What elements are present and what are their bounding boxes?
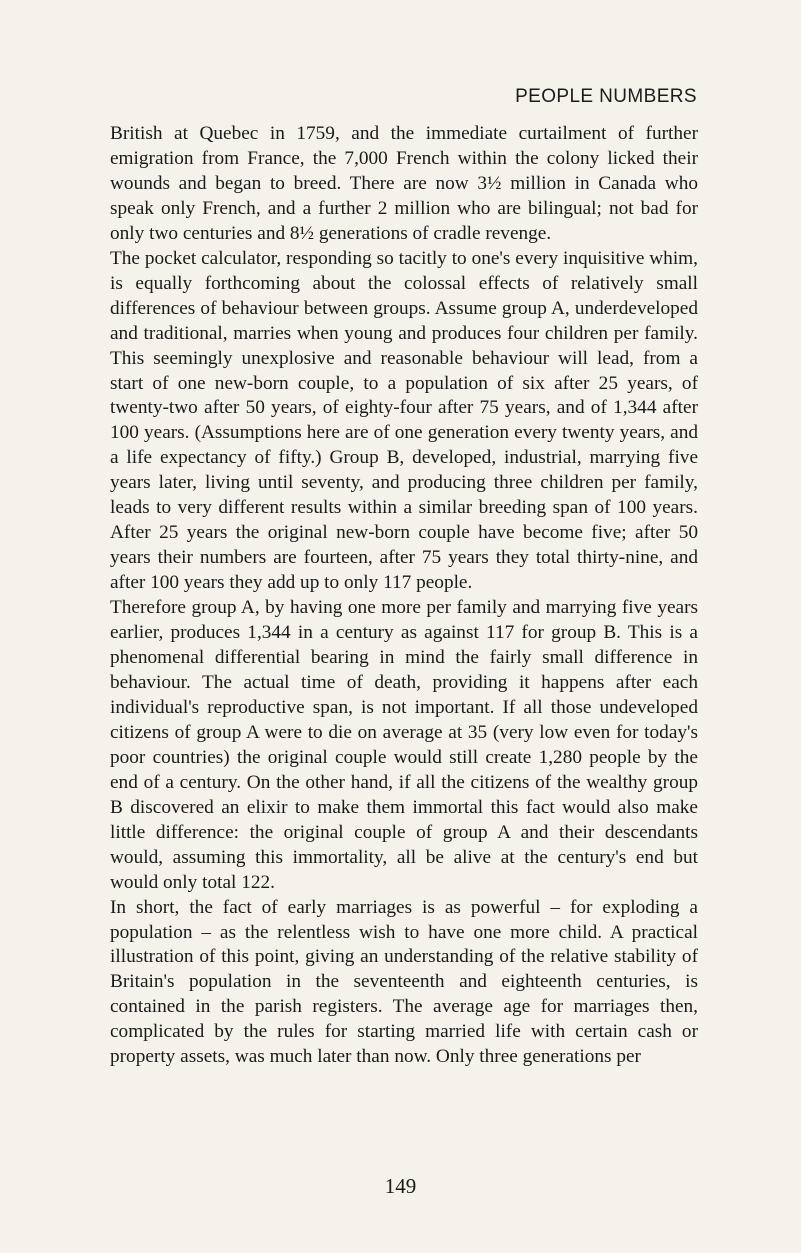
running-head: PEOPLE NUMBERS: [515, 86, 697, 107]
paragraph-1: British at Quebec in 1759, and the immediate curtailment of further emigration from France, the 7,000 French within the colony licked their wounds and began to breed. There are now 3½ million in Canada who speak only French, and a further 2 million who are bilingual; not bad for only two centuries and 8½ generations of cradle revenge.: [110, 123, 698, 244]
paragraph-3: Therefore group A, by having one more per family and marrying five years earlier, produces 1,344 in a century as against 117 for group B. This is a phenomenal differential bearing in mind the fairly small difference in behaviour. The actual time of death, providing it happens after each individual's reproductive span, is not important. If all those undeveloped citizens of group A were to die on average at 35 (very low even for today's poor countries) the original couple would still create 1,280 people by the end of a century. On the other hand, if all the citizens of the wealthy group B discovered an elixir to make them immortal this fact would also make little difference: the original couple of group A and their descendants would, assuming this immortality, all be alive at the century's end but would only total 122.: [110, 597, 698, 893]
paragraph-4: In short, the fact of early marriages is as powerful – for exploding a population – as the relentless wish to have one more child. A practical illustration of this point, giving an understanding of the relative stability of Britain's population in the seventeenth and eighteenth centuries, is contained in the parish registers. The average age for marriages then, complicated by the rules for starting married life with certain cash or property assets, was much later than now. Only three generations per: [110, 896, 698, 1068]
body-text: [110, 122, 698, 1070]
page-number: 149: [384, 1174, 417, 1198]
paragraph-2: The pocket calculator, responding so tacitly to one's every inquisitive whim, is equally forthcoming about the colossal effects of relatively small differences of behaviour between groups. Assume group A, underdeveloped and traditional, marries when young and produces four children per family. This seemingly unexplosive and reasonable behaviour will lead, from a start of one new-born couple, to a population of six after 25 years, of twenty-two after 50 years, of eighty-four after 75 years, and of 1,344 after 100 years. (Assumptions here are of one generation every twenty years, and a life expectancy of fifty.) Group B, developed, industrial, marrying five years later, living until seventy, and producing three children per family, leads to very different results within a similar breeding span of 100 years. After 25 years the original new-born couple have become five; after 50 years their numbers are fourteen, after 75 years they total thirty-nine, and after 100 years they add up to only 117 people.: [110, 247, 698, 594]
